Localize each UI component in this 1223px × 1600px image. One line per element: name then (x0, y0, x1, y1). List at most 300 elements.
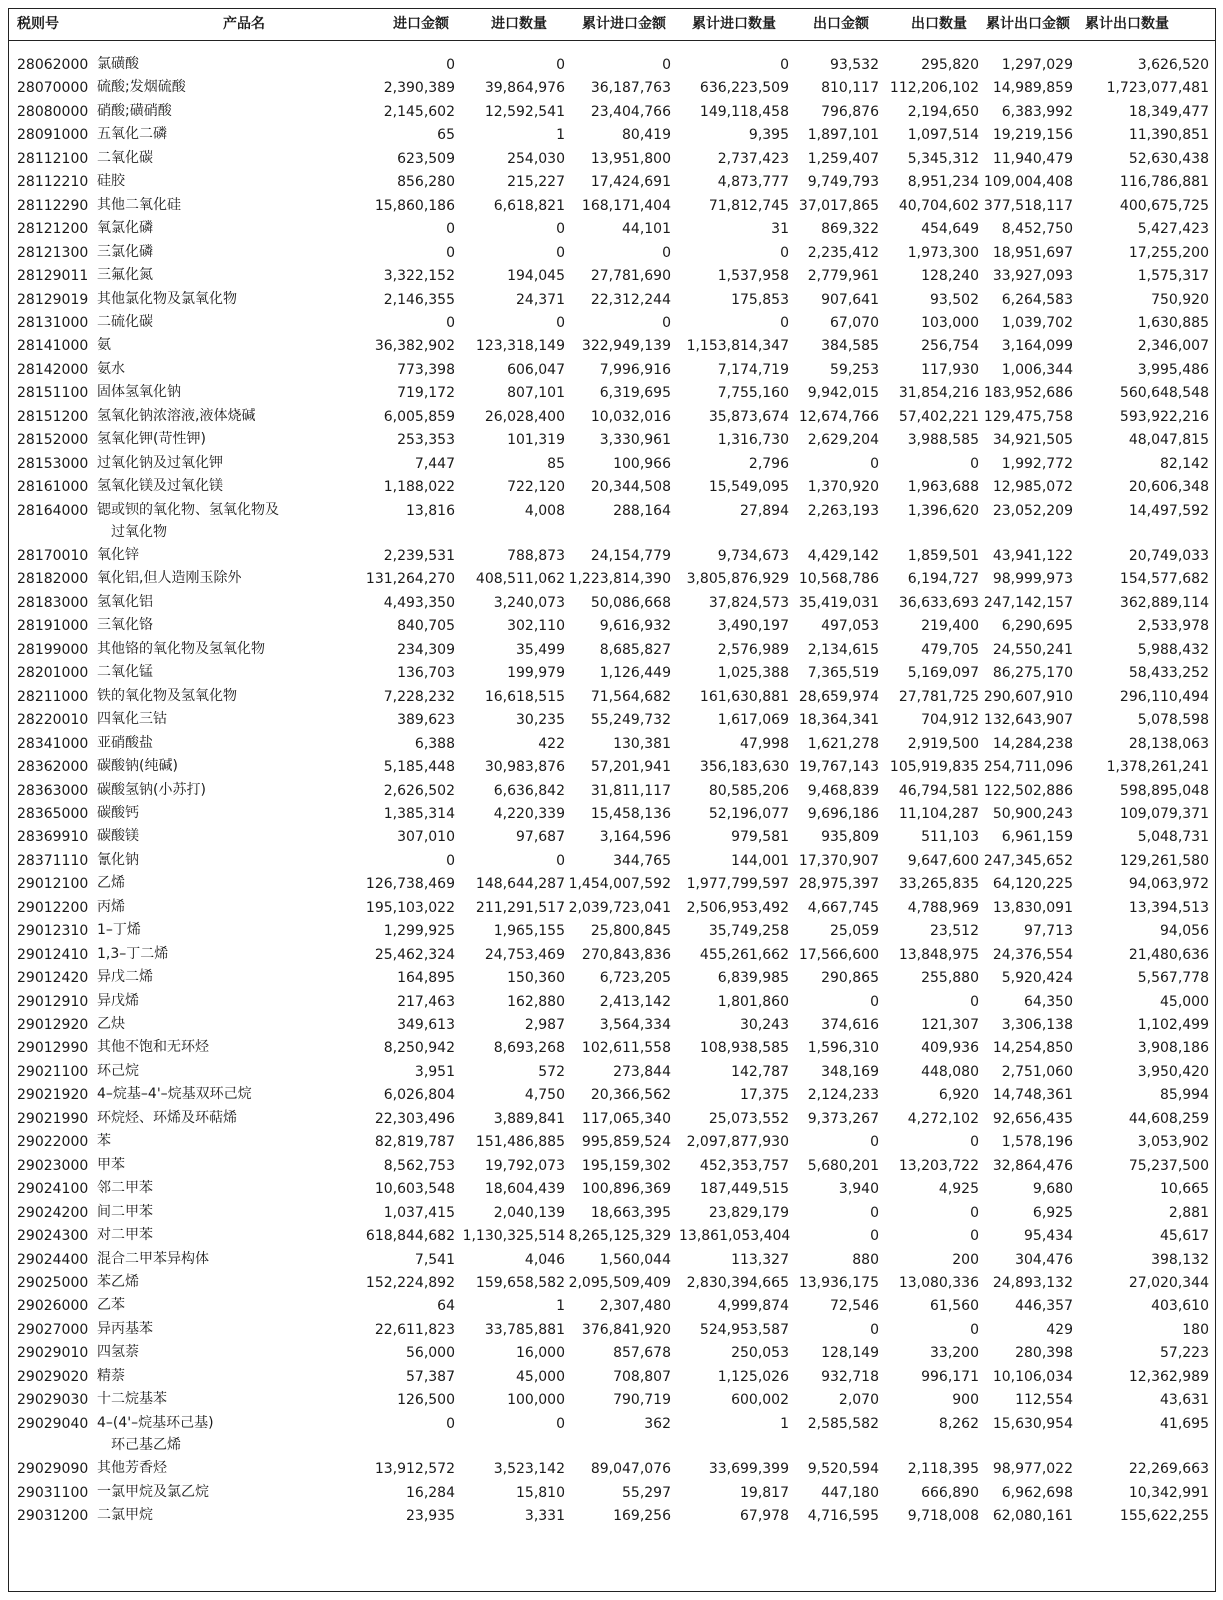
import-qty: 0 (556, 314, 565, 331)
product-name-line: 其他芳香烃 (97, 1460, 167, 1477)
cum-import-qty: 1,801,860 (717, 993, 789, 1010)
import-qty: 16,618,515 (484, 688, 565, 705)
product-name-line: 硅胶 (97, 173, 125, 190)
cum-export-qty: 3,626,520 (1137, 57, 1209, 73)
product-name (97, 1083, 287, 1105)
import-amount: 2,145,602 (383, 103, 455, 120)
cum-export-qty: 10,342,991 (1128, 1484, 1209, 1501)
product-name-line: 碳酸钙 (97, 804, 139, 821)
import-amount: 131,264,270 (365, 571, 455, 588)
product-name-line: 异丙基苯 (97, 1320, 153, 1337)
export-amount: 18,364,341 (798, 712, 879, 729)
product-name-line: 1–丁烯 (97, 922, 141, 939)
import-amount: 618,844,682 (365, 1228, 455, 1245)
import-amount: 3,951 (414, 1063, 455, 1080)
product-name (97, 1271, 287, 1293)
cum-import-amount: 22,312,244 (590, 291, 671, 308)
tariff-code: 29031200 (17, 1508, 89, 1524)
product-name-line: 二氯甲烷 (97, 1507, 153, 1523)
product-name (97, 452, 287, 474)
cum-import-amount: 376,841,920 (581, 1321, 671, 1338)
product-name-line: 碳酸钠(纯碱) (97, 758, 178, 775)
product-name-line: 环烷烃、环烯及环萜烯 (97, 1109, 237, 1126)
import-amount: 10,603,548 (374, 1181, 455, 1198)
cum-import-qty: 25,073,552 (708, 1110, 789, 1127)
cum-import-amount: 27,781,690 (590, 268, 671, 285)
cum-import-qty: 9,734,673 (717, 548, 789, 564)
export-amount: 907,641 (821, 291, 879, 308)
export-amount: 12,674,766 (798, 408, 879, 425)
tariff-code: 29029020 (17, 1368, 89, 1385)
product-name-line: 硫酸;发烟硫酸 (97, 79, 186, 96)
product-name (97, 475, 287, 497)
cum-import-amount: 57,201,941 (590, 759, 671, 776)
cum-export-amount: 14,254,850 (992, 1040, 1073, 1057)
export-qty: 448,080 (921, 1063, 979, 1080)
tariff-code: 28341000 (17, 735, 89, 752)
export-amount: 0 (870, 1321, 879, 1338)
product-name (97, 1224, 287, 1246)
cum-import-qty: 1,617,069 (717, 712, 789, 729)
export-qty: 3,988,585 (907, 432, 979, 449)
tariff-code: 29012910 (17, 993, 89, 1010)
cum-import-qty: 1,977,799,597 (686, 876, 789, 893)
table-header (9, 9, 1215, 41)
cum-export-qty: 45,617 (1160, 1228, 1209, 1245)
product-name (97, 1481, 287, 1503)
cum-import-amount: 1,223,814,390 (568, 571, 671, 588)
cum-export-amount: 6,290,695 (1001, 618, 1073, 635)
cum-export-qty: 52,630,438 (1128, 150, 1209, 167)
tariff-code: 28062000 (17, 57, 89, 73)
tariff-code: 29025000 (17, 1274, 89, 1291)
product-name-line: 过氧化钠及过氧化钾 (97, 454, 223, 471)
export-amount: 290,865 (821, 970, 879, 987)
import-amount: 1,188,022 (383, 479, 455, 496)
import-qty: 3,331 (524, 1508, 565, 1524)
product-name (97, 1412, 287, 1456)
tariff-code: 28211000 (17, 688, 89, 705)
cum-import-qty: 161,630,881 (699, 688, 789, 705)
import-qty: 26,028,400 (484, 408, 565, 425)
cum-import-qty: 19,817 (740, 1484, 789, 1501)
product-name (97, 1248, 287, 1270)
export-qty: 13,080,336 (898, 1274, 979, 1291)
cum-export-qty: 403,610 (1151, 1298, 1209, 1315)
cum-export-qty: 28,138,063 (1128, 735, 1209, 752)
export-amount: 0 (870, 1204, 879, 1221)
cum-import-qty: 6,839,985 (717, 970, 789, 987)
export-qty: 61,560 (930, 1298, 979, 1315)
export-qty: 704,912 (921, 712, 979, 729)
cum-export-qty: 129,261,580 (1119, 852, 1209, 869)
import-amount: 8,250,942 (383, 1040, 455, 1057)
cum-import-qty: 0 (780, 57, 789, 73)
cum-export-qty: 5,427,423 (1137, 221, 1209, 238)
import-amount: 719,172 (397, 385, 455, 402)
export-amount: 2,629,204 (807, 432, 879, 449)
export-qty: 23,512 (930, 923, 979, 940)
cum-import-qty: 1 (780, 1415, 789, 1432)
import-qty: 4,046 (524, 1251, 565, 1268)
import-qty: 199,979 (507, 665, 565, 682)
cum-import-qty: 71,812,745 (708, 197, 789, 214)
cum-import-qty: 67,978 (740, 1508, 789, 1524)
cum-export-qty: 75,237,500 (1128, 1157, 1209, 1174)
export-amount: 2,585,582 (807, 1415, 879, 1432)
cum-export-amount: 6,961,159 (1001, 829, 1073, 846)
import-qty: 254,030 (507, 150, 565, 167)
product-name-line: 碳酸氢钠(小苏打) (97, 781, 206, 798)
product-name (97, 170, 287, 192)
cum-import-amount: 50,086,668 (590, 594, 671, 611)
cum-import-amount: 0 (662, 314, 671, 331)
export-amount: 1,370,920 (807, 479, 879, 496)
import-amount: 6,026,804 (383, 1087, 455, 1104)
export-qty: 36,633,693 (898, 594, 979, 611)
product-name-line: 氢氧化钠浓溶液,液体烧碱 (97, 407, 256, 424)
export-amount: 37,017,865 (798, 197, 879, 214)
tariff-code: 28121200 (17, 221, 89, 238)
cum-import-amount: 2,039,723,041 (568, 899, 671, 916)
cum-import-qty: 35,749,258 (708, 923, 789, 940)
tariff-code: 29012410 (17, 946, 89, 963)
product-name (97, 334, 287, 356)
import-qty: 15,810 (516, 1484, 565, 1501)
export-qty: 105,919,835 (889, 759, 979, 776)
import-amount: 349,613 (397, 1017, 455, 1033)
cum-import-amount: 857,678 (613, 1345, 671, 1362)
cum-export-amount: 14,748,361 (992, 1087, 1073, 1104)
product-name (97, 990, 287, 1012)
product-name (97, 732, 287, 754)
import-amount: 0 (446, 244, 455, 261)
import-qty: 2,987 (524, 1017, 565, 1033)
product-name (97, 194, 287, 216)
product-name (97, 428, 287, 450)
import-amount: 0 (446, 57, 455, 73)
export-qty: 4,272,102 (907, 1110, 979, 1127)
export-qty: 5,169,097 (907, 665, 979, 682)
cum-export-qty: 116,786,881 (1119, 174, 1209, 191)
product-name-line: 氧氯化磷 (97, 220, 153, 237)
cum-export-qty: 22,269,663 (1128, 1461, 1209, 1478)
cum-export-amount: 98,977,022 (992, 1461, 1073, 1478)
import-qty: 8,693,268 (493, 1040, 565, 1057)
export-qty: 2,194,650 (907, 103, 979, 120)
cum-export-amount: 50,900,243 (992, 805, 1073, 822)
cum-export-amount: 1,578,196 (1001, 1134, 1073, 1151)
cum-export-amount: 43,941,122 (992, 548, 1073, 564)
cum-import-qty: 1,025,388 (717, 665, 789, 682)
cum-import-amount: 288,164 (613, 502, 671, 519)
cum-export-qty: 12,362,989 (1128, 1368, 1209, 1385)
import-qty: 0 (556, 221, 565, 238)
product-name-line: 四氢萘 (97, 1344, 139, 1361)
cum-export-qty: 45,000 (1160, 993, 1209, 1010)
cum-import-qty: 37,824,573 (708, 594, 789, 611)
cum-import-qty: 7,174,719 (717, 361, 789, 378)
cum-export-qty: 85,994 (1160, 1087, 1209, 1104)
export-amount: 13,936,175 (798, 1274, 879, 1291)
cum-export-qty: 41,695 (1160, 1415, 1209, 1432)
export-amount: 1,259,407 (807, 150, 879, 167)
cum-import-qty: 27,894 (740, 502, 789, 519)
tariff-code: 28371110 (17, 852, 89, 869)
cum-import-qty: 52,196,077 (708, 805, 789, 822)
cum-export-qty: 21,480,636 (1128, 946, 1209, 963)
cum-import-amount: 10,032,016 (590, 408, 671, 425)
export-qty: 666,890 (921, 1484, 979, 1501)
product-name (97, 1365, 287, 1387)
export-qty: 409,936 (921, 1040, 979, 1057)
import-qty: 16,000 (516, 1345, 565, 1362)
export-qty: 121,307 (921, 1017, 979, 1033)
export-qty: 11,104,287 (898, 805, 979, 822)
cum-export-amount: 446,357 (1015, 1298, 1073, 1315)
cum-export-amount: 6,264,583 (1001, 291, 1073, 308)
export-amount: 59,253 (830, 361, 879, 378)
export-amount: 932,718 (821, 1368, 879, 1385)
cum-import-amount: 1,126,449 (599, 665, 671, 682)
tariff-code: 28121300 (17, 244, 89, 261)
cum-import-amount: 117,065,340 (581, 1110, 671, 1127)
export-amount: 9,468,839 (807, 782, 879, 799)
cum-export-qty: 58,433,252 (1128, 665, 1209, 682)
product-name-line: 五氧化二磷 (97, 126, 167, 143)
cum-export-qty: 155,622,255 (1119, 1508, 1209, 1524)
tariff-code: 29012420 (17, 970, 89, 987)
cum-import-amount: 995,859,524 (581, 1134, 671, 1151)
cum-export-qty: 750,920 (1151, 291, 1209, 308)
cum-import-amount: 2,413,142 (599, 993, 671, 1010)
export-qty: 295,820 (921, 57, 979, 73)
import-qty: 123,318,149 (475, 338, 565, 355)
header-export-amount: 出口金额 (813, 16, 869, 32)
export-amount: 935,809 (821, 829, 879, 846)
import-qty: 6,636,842 (493, 782, 565, 799)
import-qty: 807,101 (507, 385, 565, 402)
cum-export-qty: 109,079,371 (1119, 805, 1209, 822)
product-name (97, 264, 287, 286)
export-amount: 2,263,193 (807, 502, 879, 519)
cum-export-qty: 18,349,477 (1128, 103, 1209, 120)
export-qty: 4,788,969 (907, 899, 979, 916)
product-name (97, 1318, 287, 1340)
cum-export-qty: 94,063,972 (1128, 876, 1209, 893)
export-qty: 200 (952, 1251, 979, 1268)
tariff-code: 29024400 (17, 1251, 89, 1268)
cum-export-amount: 247,142,157 (983, 594, 1073, 611)
import-amount: 0 (446, 852, 455, 869)
product-name (97, 1177, 287, 1199)
product-name-line: 氨 (97, 337, 111, 354)
cum-import-amount: 790,719 (613, 1392, 671, 1409)
tariff-code: 28151200 (17, 408, 89, 425)
cum-export-qty: 48,047,815 (1128, 432, 1209, 449)
cum-import-amount: 18,663,395 (590, 1204, 671, 1221)
cum-export-qty: 44,608,259 (1128, 1110, 1209, 1127)
export-amount: 810,117 (821, 80, 879, 97)
cum-import-amount: 1,560,044 (599, 1251, 671, 1268)
export-qty: 5,345,312 (907, 150, 979, 167)
cum-export-amount: 8,452,750 (1001, 221, 1073, 238)
export-qty: 9,647,600 (907, 852, 979, 869)
cum-export-amount: 5,920,424 (1001, 970, 1073, 987)
product-name (97, 1388, 287, 1410)
export-qty: 2,118,395 (907, 1461, 979, 1478)
cum-export-qty: 1,102,499 (1137, 1017, 1209, 1033)
export-amount: 7,365,519 (807, 665, 879, 682)
tariff-code: 29029090 (17, 1461, 89, 1478)
cum-export-amount: 6,925 (1032, 1204, 1073, 1221)
header-cum-export-qty: 累计出口数量 (1085, 16, 1169, 32)
import-amount: 1,299,925 (383, 923, 455, 940)
import-amount: 13,816 (406, 502, 455, 519)
import-amount: 7,228,232 (383, 688, 455, 705)
import-amount: 217,463 (397, 993, 455, 1010)
header-import-qty: 进口数量 (491, 16, 547, 32)
export-amount: 28,659,974 (798, 688, 879, 705)
tariff-code: 29031100 (17, 1484, 89, 1501)
tariff-code: 29012200 (17, 899, 89, 916)
product-name-line: 二氧化锰 (97, 664, 153, 681)
import-amount: 1,037,415 (383, 1204, 455, 1221)
export-amount: 93,532 (830, 57, 879, 73)
tariff-code: 29029040 (17, 1415, 89, 1432)
tariff-code: 28191000 (17, 618, 89, 635)
product-name-line: 1,3–丁二烯 (97, 945, 169, 962)
product-name-line: 亚硝酸盐 (97, 734, 153, 751)
export-amount: 9,696,186 (807, 805, 879, 822)
import-qty: 0 (556, 852, 565, 869)
export-qty: 93,502 (930, 291, 979, 308)
product-name (97, 1341, 287, 1363)
import-amount: 3,322,152 (383, 268, 455, 285)
cum-import-qty: 15,549,095 (708, 479, 789, 496)
product-name-line: 对二甲苯 (97, 1227, 153, 1244)
product-name-line: 乙炔 (97, 1016, 125, 1032)
header-import-amount: 进口金额 (393, 16, 449, 32)
import-qty: 151,486,885 (475, 1134, 565, 1151)
import-qty: 100,000 (507, 1392, 565, 1409)
export-qty: 1,973,300 (907, 244, 979, 261)
export-qty: 0 (970, 1228, 979, 1245)
header-name: 产品名 (223, 16, 265, 32)
cum-export-amount: 24,893,132 (992, 1274, 1073, 1291)
cum-import-qty: 979,581 (731, 829, 789, 846)
cum-import-qty: 0 (780, 244, 789, 261)
product-name (97, 241, 287, 263)
tariff-code: 29021100 (17, 1063, 89, 1080)
product-name (97, 567, 287, 589)
import-qty: 408,511,062 (475, 571, 565, 588)
product-name-line: 三氯化磷 (97, 243, 153, 260)
product-name-line: 一氯甲烷及氯乙烷 (97, 1483, 209, 1500)
header-code: 税则号 (17, 16, 59, 32)
cum-import-amount: 195,159,302 (581, 1157, 671, 1174)
import-amount: 126,738,469 (365, 876, 455, 893)
export-amount: 9,373,267 (807, 1110, 879, 1127)
cum-export-amount: 13,830,091 (992, 899, 1073, 916)
product-name-line: 丙烯 (97, 898, 125, 915)
product-name (97, 499, 287, 543)
cum-export-qty: 5,078,598 (1137, 712, 1209, 729)
tariff-code: 29024300 (17, 1228, 89, 1245)
import-qty: 194,045 (507, 268, 565, 285)
import-qty: 4,220,339 (493, 805, 565, 822)
import-qty: 4,750 (524, 1087, 565, 1104)
header-cum-export-amount: 累计出口金额 (986, 16, 1070, 32)
export-amount: 1,897,101 (807, 127, 879, 144)
cum-export-amount: 62,080,161 (992, 1508, 1073, 1524)
cum-import-amount: 23,404,766 (590, 103, 671, 120)
product-name (97, 779, 287, 801)
cum-import-qty: 2,830,394,665 (686, 1274, 789, 1291)
import-amount: 0 (446, 221, 455, 238)
tariff-code: 28131000 (17, 314, 89, 331)
import-qty: 19,792,073 (484, 1157, 565, 1174)
cum-export-qty: 362,889,114 (1119, 594, 1209, 611)
trade-table (8, 8, 1216, 1592)
export-amount: 9,749,793 (807, 174, 879, 191)
export-amount: 869,322 (821, 221, 879, 238)
import-amount: 15,860,186 (374, 197, 455, 214)
import-qty: 45,000 (516, 1368, 565, 1385)
product-name (97, 1130, 287, 1152)
import-qty: 18,604,439 (484, 1181, 565, 1198)
product-name-line: 其他二氧化硅 (97, 196, 181, 213)
cum-export-qty: 43,631 (1160, 1392, 1209, 1409)
import-amount: 0 (446, 1415, 455, 1432)
header-export-qty: 出口数量 (911, 16, 967, 32)
product-name-line: 氢氧化镁及过氧化镁 (97, 478, 223, 495)
import-amount: 840,705 (397, 618, 455, 635)
export-amount: 497,053 (821, 618, 879, 635)
import-qty: 6,618,821 (493, 197, 565, 214)
cum-export-amount: 15,630,954 (992, 1415, 1073, 1432)
cum-export-amount: 86,275,170 (992, 665, 1073, 682)
import-qty: 30,983,876 (484, 759, 565, 776)
cum-export-amount: 11,940,479 (992, 150, 1073, 167)
cum-import-amount: 1,454,007,592 (568, 876, 671, 893)
product-name-line: 氧化铝,但人造刚玉除外 (97, 570, 242, 587)
export-amount: 0 (870, 993, 879, 1010)
product-name-line: 锶或钡的氧化物、氢氧化物及 (97, 501, 279, 518)
cum-export-qty: 3,950,420 (1137, 1063, 1209, 1080)
cum-import-amount: 6,319,695 (599, 385, 671, 402)
import-qty: 211,291,517 (475, 899, 565, 916)
product-name (97, 76, 287, 98)
export-amount: 447,180 (821, 1484, 879, 1501)
export-amount: 1,621,278 (807, 735, 879, 752)
product-name-line: 氨水 (97, 360, 125, 377)
tariff-code: 29026000 (17, 1298, 89, 1315)
cum-export-qty: 5,988,432 (1137, 641, 1209, 658)
tariff-code: 29021920 (17, 1087, 89, 1104)
cum-import-qty: 31 (771, 221, 789, 238)
product-name (97, 872, 287, 894)
export-qty: 13,848,975 (898, 946, 979, 963)
import-amount: 623,509 (397, 150, 455, 167)
product-name-line: 苯 (97, 1133, 111, 1150)
tariff-code: 28164000 (17, 502, 89, 519)
cum-export-amount: 34,921,505 (992, 432, 1073, 449)
cum-export-amount: 1,297,029 (1001, 57, 1073, 73)
import-qty: 24,371 (516, 291, 565, 308)
product-name (97, 217, 287, 239)
export-qty: 1,396,620 (907, 502, 979, 519)
